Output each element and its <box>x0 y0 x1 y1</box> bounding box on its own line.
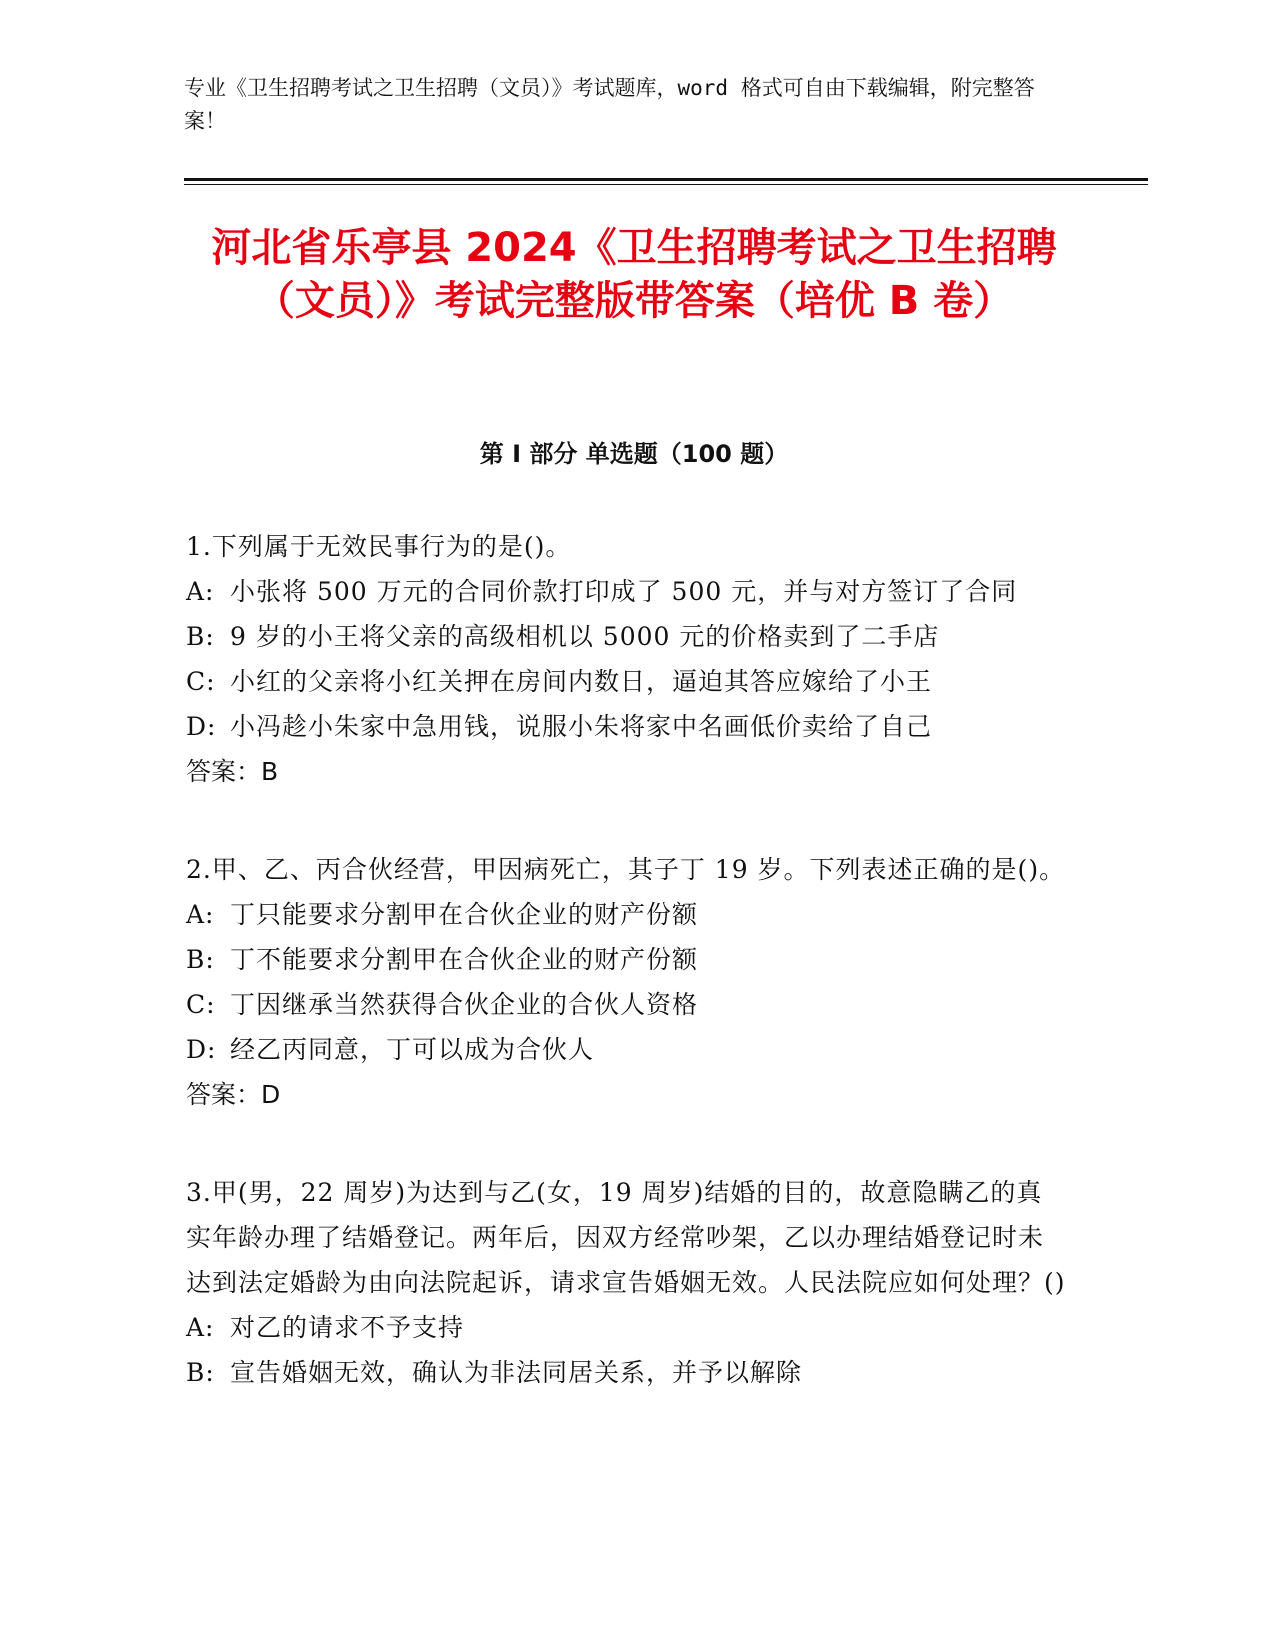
option-letter: C: <box>186 990 216 1019</box>
option-letter: D: <box>186 1035 217 1064</box>
header-divider-thin <box>184 184 1148 185</box>
question-2 <box>186 847 1066 1117</box>
option-d <box>186 1027 1066 1072</box>
option-text: 经乙丙同意，丁可以成为合伙人 <box>230 1035 595 1064</box>
option-text: 宣告婚姻无效，确认为非法同居关系，并予以解除 <box>230 1358 803 1387</box>
option-text: 小冯趁小朱家中急用钱，说服小朱将家中名画低价卖给了自己 <box>230 712 933 741</box>
option-letter: C: <box>186 667 216 696</box>
option-a <box>186 1305 1066 1350</box>
option-a <box>186 569 1066 614</box>
option-letter: A: <box>186 577 215 606</box>
header-note: 专业《卫生招聘考试之卫生招聘（文员）》考试题库，word 格式可自由下载编辑，附完整答案！ <box>184 76 1035 133</box>
option-text: 丁只能要求分割甲在合伙企业的财产份额 <box>230 900 699 929</box>
question-stem: 1.下列属于无效民事行为的是()。 <box>186 532 572 561</box>
option-letter: A: <box>186 900 215 929</box>
option-d <box>186 704 1066 749</box>
section-title: 第 I 部分 单选题（100 题） <box>479 440 789 468</box>
option-text: 丁不能要求分割甲在合伙企业的财产份额 <box>230 945 699 974</box>
option-text: 丁因继承当然获得合伙企业的合伙人资格 <box>230 990 699 1019</box>
question-1 <box>186 524 1066 794</box>
answer-label: 答案：D <box>186 1080 281 1109</box>
option-text: 对乙的请求不予支持 <box>230 1313 465 1342</box>
question-stem: 3.甲(男，22 周岁)为达到与乙(女，19 周岁)结婚的目的，故意隐瞒乙的真实年龄办理了结婚登记。两年后，因双方经常吵架，乙以办理结婚登记时未达到法定婚龄为由向法院起诉，请求宣告婚姻无效。人民法院应如何处理？() <box>186 1178 1066 1297</box>
option-letter: B: <box>186 622 215 651</box>
question-list <box>186 524 1066 1448</box>
header-divider-thick <box>184 178 1148 181</box>
answer-label: 答案：B <box>186 757 279 786</box>
question-3 <box>186 1170 1066 1395</box>
option-letter: B: <box>186 945 215 974</box>
question-stem: 2.甲、乙、丙合伙经营，甲因病死亡，其子丁 19 岁。下列表述正确的是()。 <box>186 855 1066 884</box>
option-text: 小红的父亲将小红关押在房间内数日，逼迫其答应嫁给了小王 <box>230 667 933 696</box>
option-letter: D: <box>186 712 217 741</box>
option-a <box>186 892 1066 937</box>
option-letter: A: <box>186 1313 215 1342</box>
option-b <box>186 614 1066 659</box>
document-title: 河北省乐亭县 2024《卫生招聘考试之卫生招聘（文员）》考试完整版带答案（培优 B 卷） <box>211 225 1057 324</box>
option-b <box>186 937 1066 982</box>
option-c <box>186 982 1066 1027</box>
option-text: 小张将 500 万元的合同价款打印成了 500 元，并与对方签订了合同 <box>230 577 1018 606</box>
option-b <box>186 1350 1066 1395</box>
option-letter: B: <box>186 1358 215 1387</box>
option-c <box>186 659 1066 704</box>
option-text: 9 岁的小王将父亲的高级相机以 5000 元的价格卖到了二手店 <box>230 622 940 651</box>
